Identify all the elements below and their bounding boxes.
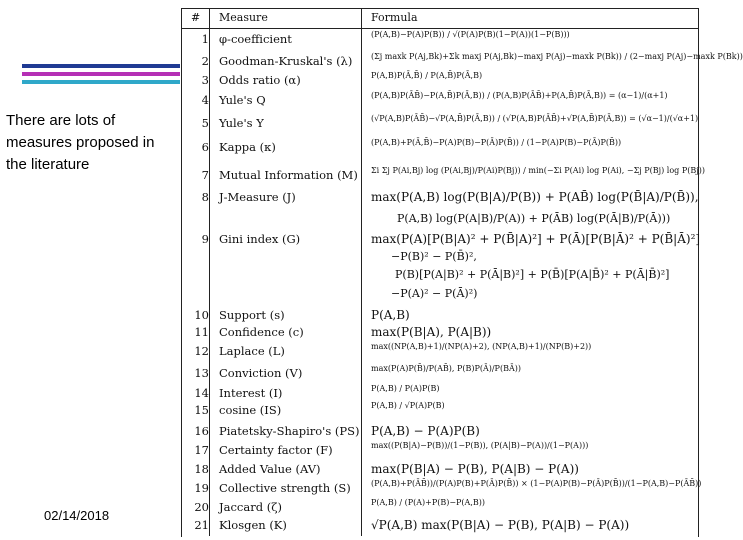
header-rule (181, 28, 699, 29)
table-row (181, 32, 699, 52)
measure-formula: (P(A,B)P(ĀB̄)−P(A,B̄)P(Ā,B)) / (P(A,B)P(ĀB̄)+P(A,B̄)P(Ā,B)) = (α−1)/(α+1) (371, 91, 668, 100)
measure-name: Mutual Information (M) (219, 168, 358, 182)
row-number: 6 (201, 140, 209, 154)
measure-name: J-Measure (J) (219, 190, 296, 204)
table-row (181, 518, 699, 538)
measure-formula: max((NP(A,B)+1)/(NP(A)+2), (NP(A,B)+1)/(NP(B)+2)) (371, 342, 592, 351)
slide-date: 02/14/2018 (44, 508, 110, 523)
measure-formula: P(A,B) / P(A)P(B) (371, 384, 440, 393)
table-row (181, 366, 699, 386)
measure-name: Jaccard (ζ) (219, 500, 282, 514)
measure-formula: (Σj maxk P(Aj,Bk)+Σk maxj P(Aj,Bk)−maxj P(Aj)−maxk P(Bk)) / (2−maxj P(Aj)−maxk P(Bk)) (371, 52, 743, 61)
row-number: 20 (194, 500, 209, 514)
measure-name: Confidence (c) (219, 325, 304, 339)
row-number: 18 (194, 462, 209, 476)
accent-bar-cyan (22, 80, 180, 84)
row-number: 2 (201, 54, 209, 68)
accent-bar-magenta (22, 72, 180, 76)
measure-formula: max(P(B|A) − P(B), P(A|B) − P(A)) (371, 462, 579, 476)
row-number: 15 (194, 403, 209, 417)
measure-name: Yule's Q (219, 93, 266, 107)
row-number: 17 (194, 443, 209, 457)
measure-formula: max(P(A,B) log(P(B|A)/P(B)) + P(AB̄) log(P(B̄|A)/P(B̄)), (371, 190, 699, 204)
row-number: 16 (194, 424, 209, 438)
table-row (181, 500, 699, 520)
measure-name: Certainty factor (F) (219, 443, 333, 457)
measure-name: Gini index (G) (219, 232, 301, 246)
measure-name: cosine (IS) (219, 403, 282, 417)
measure-name: Piatetsky-Shapiro's (PS) (219, 424, 360, 438)
measure-name: Laplace (L) (219, 344, 285, 358)
row-number: 3 (201, 73, 209, 87)
table-row (181, 443, 699, 463)
formula-continuation: P(B)[P(A|B)² + P(Ā|B)²] + P(B̄)[P(A|B̄)² + P(Ā|B̄)²] (395, 268, 670, 281)
header-measure: Measure (219, 11, 268, 24)
row-number: 9 (201, 232, 209, 246)
measure-formula: max((P(B|A)−P(B))/(1−P(B)), (P(A|B)−P(A))/(1−P(A))) (371, 441, 589, 450)
measure-formula: P(A,B)P(Ā,B̄) / P(A,B̄)P(Ā,B) (371, 71, 483, 80)
formula-continuation: P(A,B) log(P(A|B)/P(A)) + P(ĀB) log(P(Ā|B)/P(Ā))) (397, 212, 671, 225)
measure-name: Odds ratio (α) (219, 73, 301, 87)
measure-formula: √P(A,B) max(P(B|A) − P(B), P(A|B) − P(A)) (371, 518, 630, 532)
table-row (181, 403, 699, 423)
row-number: 19 (194, 481, 209, 495)
row-number: 4 (201, 93, 209, 107)
row-number: 7 (201, 168, 209, 182)
measure-name: φ-coefficient (219, 32, 292, 46)
row-number: 12 (194, 344, 209, 358)
measure-name: Klosgen (K) (219, 518, 287, 532)
measure-formula: (P(A,B)+P(Ā,B̄)−P(A)P(B)−P(Ā)P(B̄)) / (1−P(A)P(B)−P(Ā)P(B̄)) (371, 138, 622, 147)
formula-continuation: −P(A)² − P(Ā)²) (391, 287, 478, 300)
measure-formula: (P(A,B)+P(ĀB̄))/(P(A)P(B)+P(Ā)P(B̄)) × (1−P(A)P(B)−P(Ā)P(B̄))/(1−P(A,B)−P(ĀB̄)) (371, 479, 702, 488)
table-row (181, 166, 705, 188)
row-number: 5 (201, 116, 209, 130)
row-number: 13 (194, 366, 209, 380)
row-number: 11 (194, 325, 209, 339)
measure-name: Conviction (V) (219, 366, 303, 380)
measures-table (181, 0, 743, 540)
measure-formula: P(A,B) / (P(A)+P(B)−P(A,B)) (371, 498, 485, 507)
measure-formula: P(A,B) / √P(A)P(B) (371, 401, 445, 410)
table-row (181, 93, 699, 113)
measure-formula: P(A,B) − P(A)P(B) (371, 424, 480, 438)
measure-formula: max(P(A)P(B̄)/P(AB̄), P(B)P(Ā)/P(BĀ)) (371, 364, 521, 373)
measure-formula: (√P(A,B)P(ĀB̄)−√P(A,B̄)P(Ā,B)) / (√P(A,B)P(ĀB̄)+√P(A,B̄)P(Ā,B)) = (√α−1)/(√α+1) (371, 114, 699, 123)
measure-name: Support (s) (219, 308, 285, 322)
measure-name: Interest (I) (219, 386, 283, 400)
header-formula: Formula (371, 11, 418, 24)
formula-continuation: −P(B)² − P(B̄)², (391, 250, 477, 263)
row-number: 10 (194, 308, 209, 322)
table-row (181, 73, 699, 93)
slide-caption: There are lots of measures proposed in the literature (6, 112, 155, 173)
table-row (181, 344, 699, 364)
row-number: 8 (201, 190, 209, 204)
table-row (181, 140, 699, 160)
measure-formula: P(A,B) (371, 308, 410, 322)
measure-formula: Σi Σj P(Ai,Bj) log (P(Ai,Bj)/P(Ai)P(Bj)) / min(−Σi P(Ai) log P(Ai), −Σj P(Bj) log P(Bj)) (371, 166, 705, 175)
measure-name: Collective strength (S) (219, 481, 351, 495)
measure-name: Yule's Y (219, 116, 264, 130)
measure-name: Added Value (AV) (219, 462, 321, 476)
table-row (181, 190, 699, 210)
table-row (181, 232, 699, 252)
measure-formula: (P(A,B)−P(A)P(B)) / √(P(A)P(B)(1−P(A))(1−P(B))) (371, 30, 570, 39)
header-num: # (191, 11, 201, 24)
measure-name: Kappa (κ) (219, 140, 276, 154)
row-number: 14 (194, 386, 209, 400)
row-number: 21 (194, 518, 209, 532)
measure-name: Goodman-Kruskal's (λ) (219, 54, 353, 68)
measure-formula: max(P(B|A), P(A|B)) (371, 325, 492, 339)
row-number: 1 (201, 32, 209, 46)
accent-bar-blue (22, 64, 180, 68)
table-row (181, 116, 699, 136)
measure-formula: max(P(A)[P(B|A)² + P(B̄|A)²] + P(Ā)[P(B|Ā)² + P(B̄|Ā)²] (371, 232, 701, 246)
